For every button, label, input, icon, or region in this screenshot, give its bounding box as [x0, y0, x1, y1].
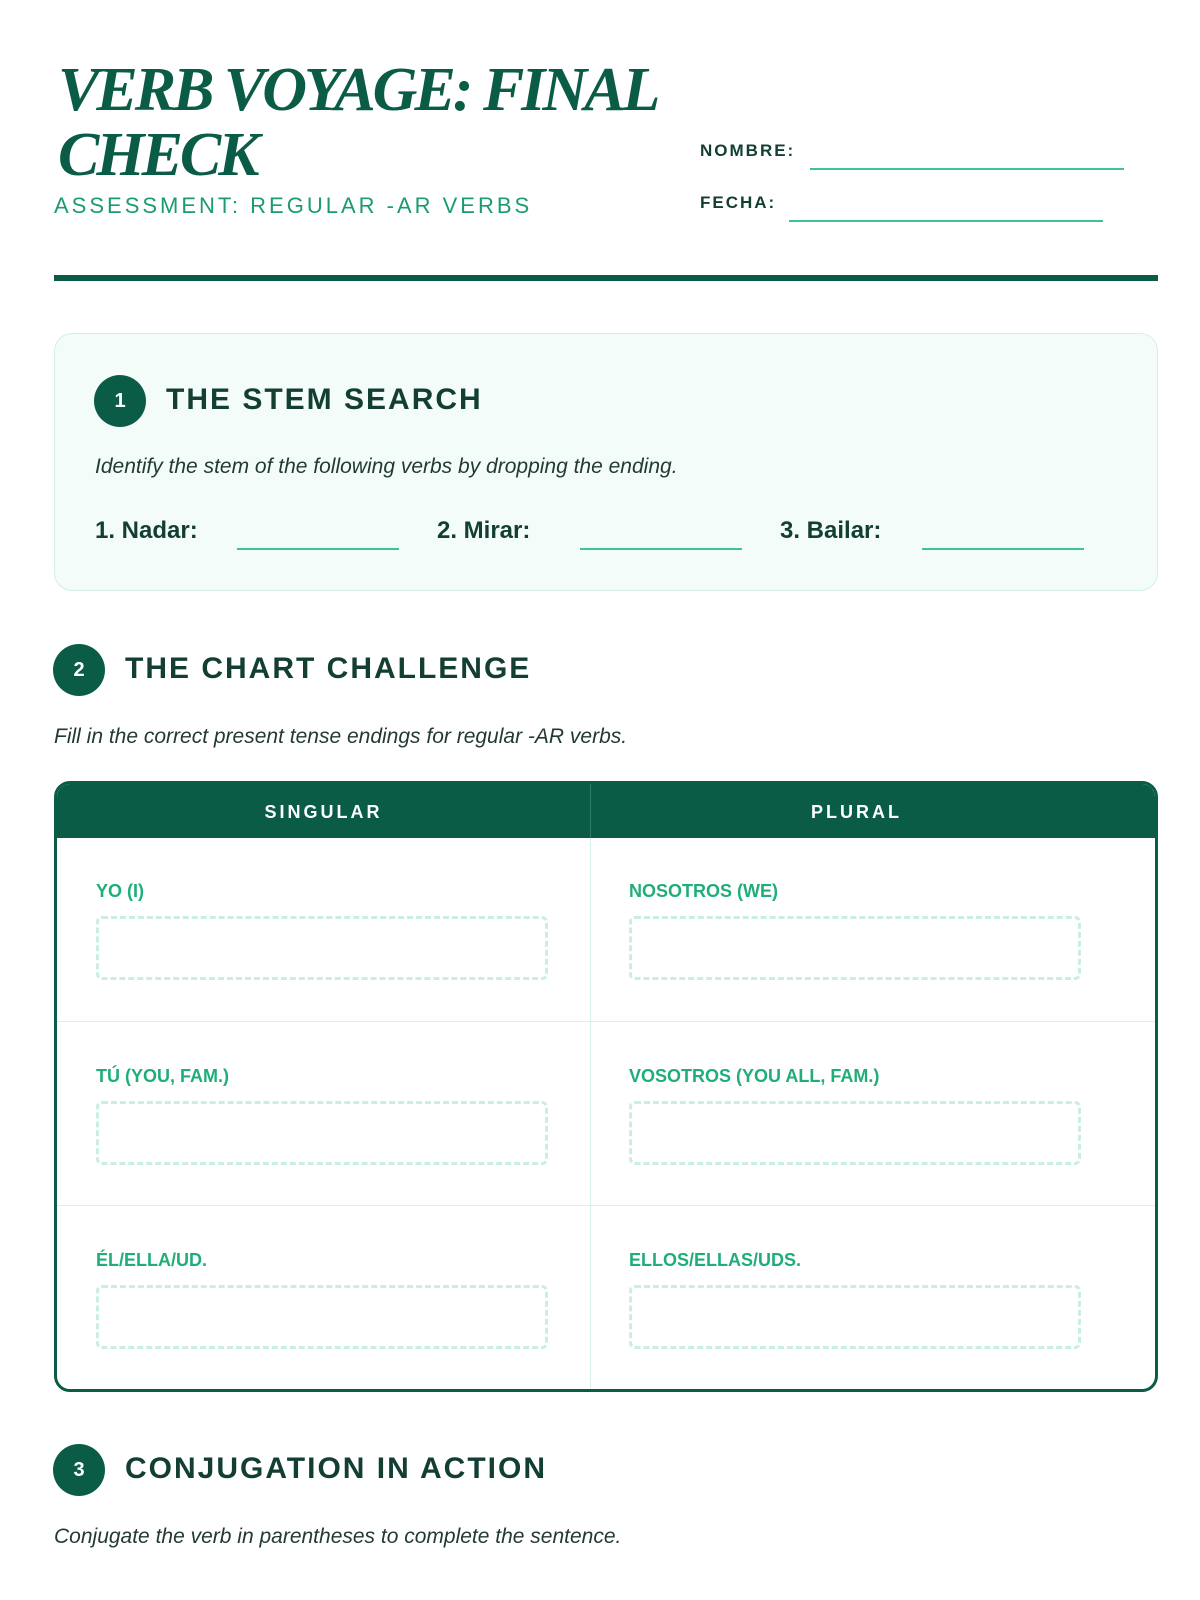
section-3-title: CONJUGATION IN ACTION	[125, 1452, 547, 1485]
chart-cell-label-ellos: ELLOS/ELLAS/UDS.	[629, 1250, 802, 1270]
fecha-field[interactable]	[789, 220, 1103, 222]
chart-cell-label-el: ÉL/ELLA/UD.	[96, 1250, 207, 1270]
chart-column-divider	[590, 838, 591, 1392]
stem-item-label: 3. Bailar:	[780, 517, 882, 544]
fecha-label: FECHA:	[700, 193, 777, 212]
conjugation-chart	[54, 781, 1158, 1392]
header-divider	[54, 275, 1158, 281]
chart-row-divider	[57, 1205, 1155, 1206]
chart-cell-label-nosotros: NOSOTROS (WE)	[629, 881, 778, 901]
stem-item-label: 1. Nadar:	[95, 517, 198, 544]
section-1-number: 1	[94, 375, 146, 427]
chart-answer-box-el[interactable]	[96, 1285, 548, 1349]
nombre-label: NOMBRE:	[700, 141, 796, 160]
section-3-instruction: Conjugate the verb in parentheses to complete the sentence.	[54, 1525, 622, 1548]
section-1-title: THE STEM SEARCH	[166, 383, 483, 416]
chart-answer-box-nosotros[interactable]	[629, 916, 1081, 980]
chart-header-plural: PLURAL	[811, 802, 902, 822]
chart-header-singular: SINGULAR	[264, 802, 383, 822]
chart-answer-box-ellos[interactable]	[629, 1285, 1081, 1349]
chart-header-divider	[590, 784, 591, 838]
chart-answer-box-vosotros[interactable]	[629, 1101, 1081, 1165]
chart-cell-label-yo: YO (I)	[96, 881, 144, 901]
nombre-field[interactable]	[810, 168, 1124, 170]
chart-answer-box-yo[interactable]	[96, 916, 548, 980]
stem-answer-field[interactable]	[237, 548, 399, 550]
stem-answer-field[interactable]	[922, 548, 1084, 550]
stem-answer-field[interactable]	[580, 548, 742, 550]
worksheet-subtitle: ASSESSMENT: REGULAR -AR VERBS	[54, 193, 533, 218]
chart-answer-box-tu[interactable]	[96, 1101, 548, 1165]
chart-row-divider	[57, 1021, 1155, 1022]
section-2-title: THE CHART CHALLENGE	[125, 652, 532, 685]
worksheet-title: VERB VOYAGE: FINAL CHECK	[58, 56, 656, 189]
section-1-instruction: Identify the stem of the following verbs by dropping the ending.	[95, 455, 678, 478]
section-2-instruction: Fill in the correct present tense endings for regular -AR verbs.	[54, 725, 628, 748]
stem-item-label: 2. Mirar:	[437, 517, 531, 544]
section-2-number: 2	[53, 644, 105, 696]
chart-cell-label-vosotros: VOSOTROS (YOU ALL, FAM.)	[629, 1066, 880, 1086]
chart-cell-label-tu: TÚ (YOU, FAM.)	[96, 1066, 229, 1086]
section-3-number: 3	[53, 1444, 105, 1496]
